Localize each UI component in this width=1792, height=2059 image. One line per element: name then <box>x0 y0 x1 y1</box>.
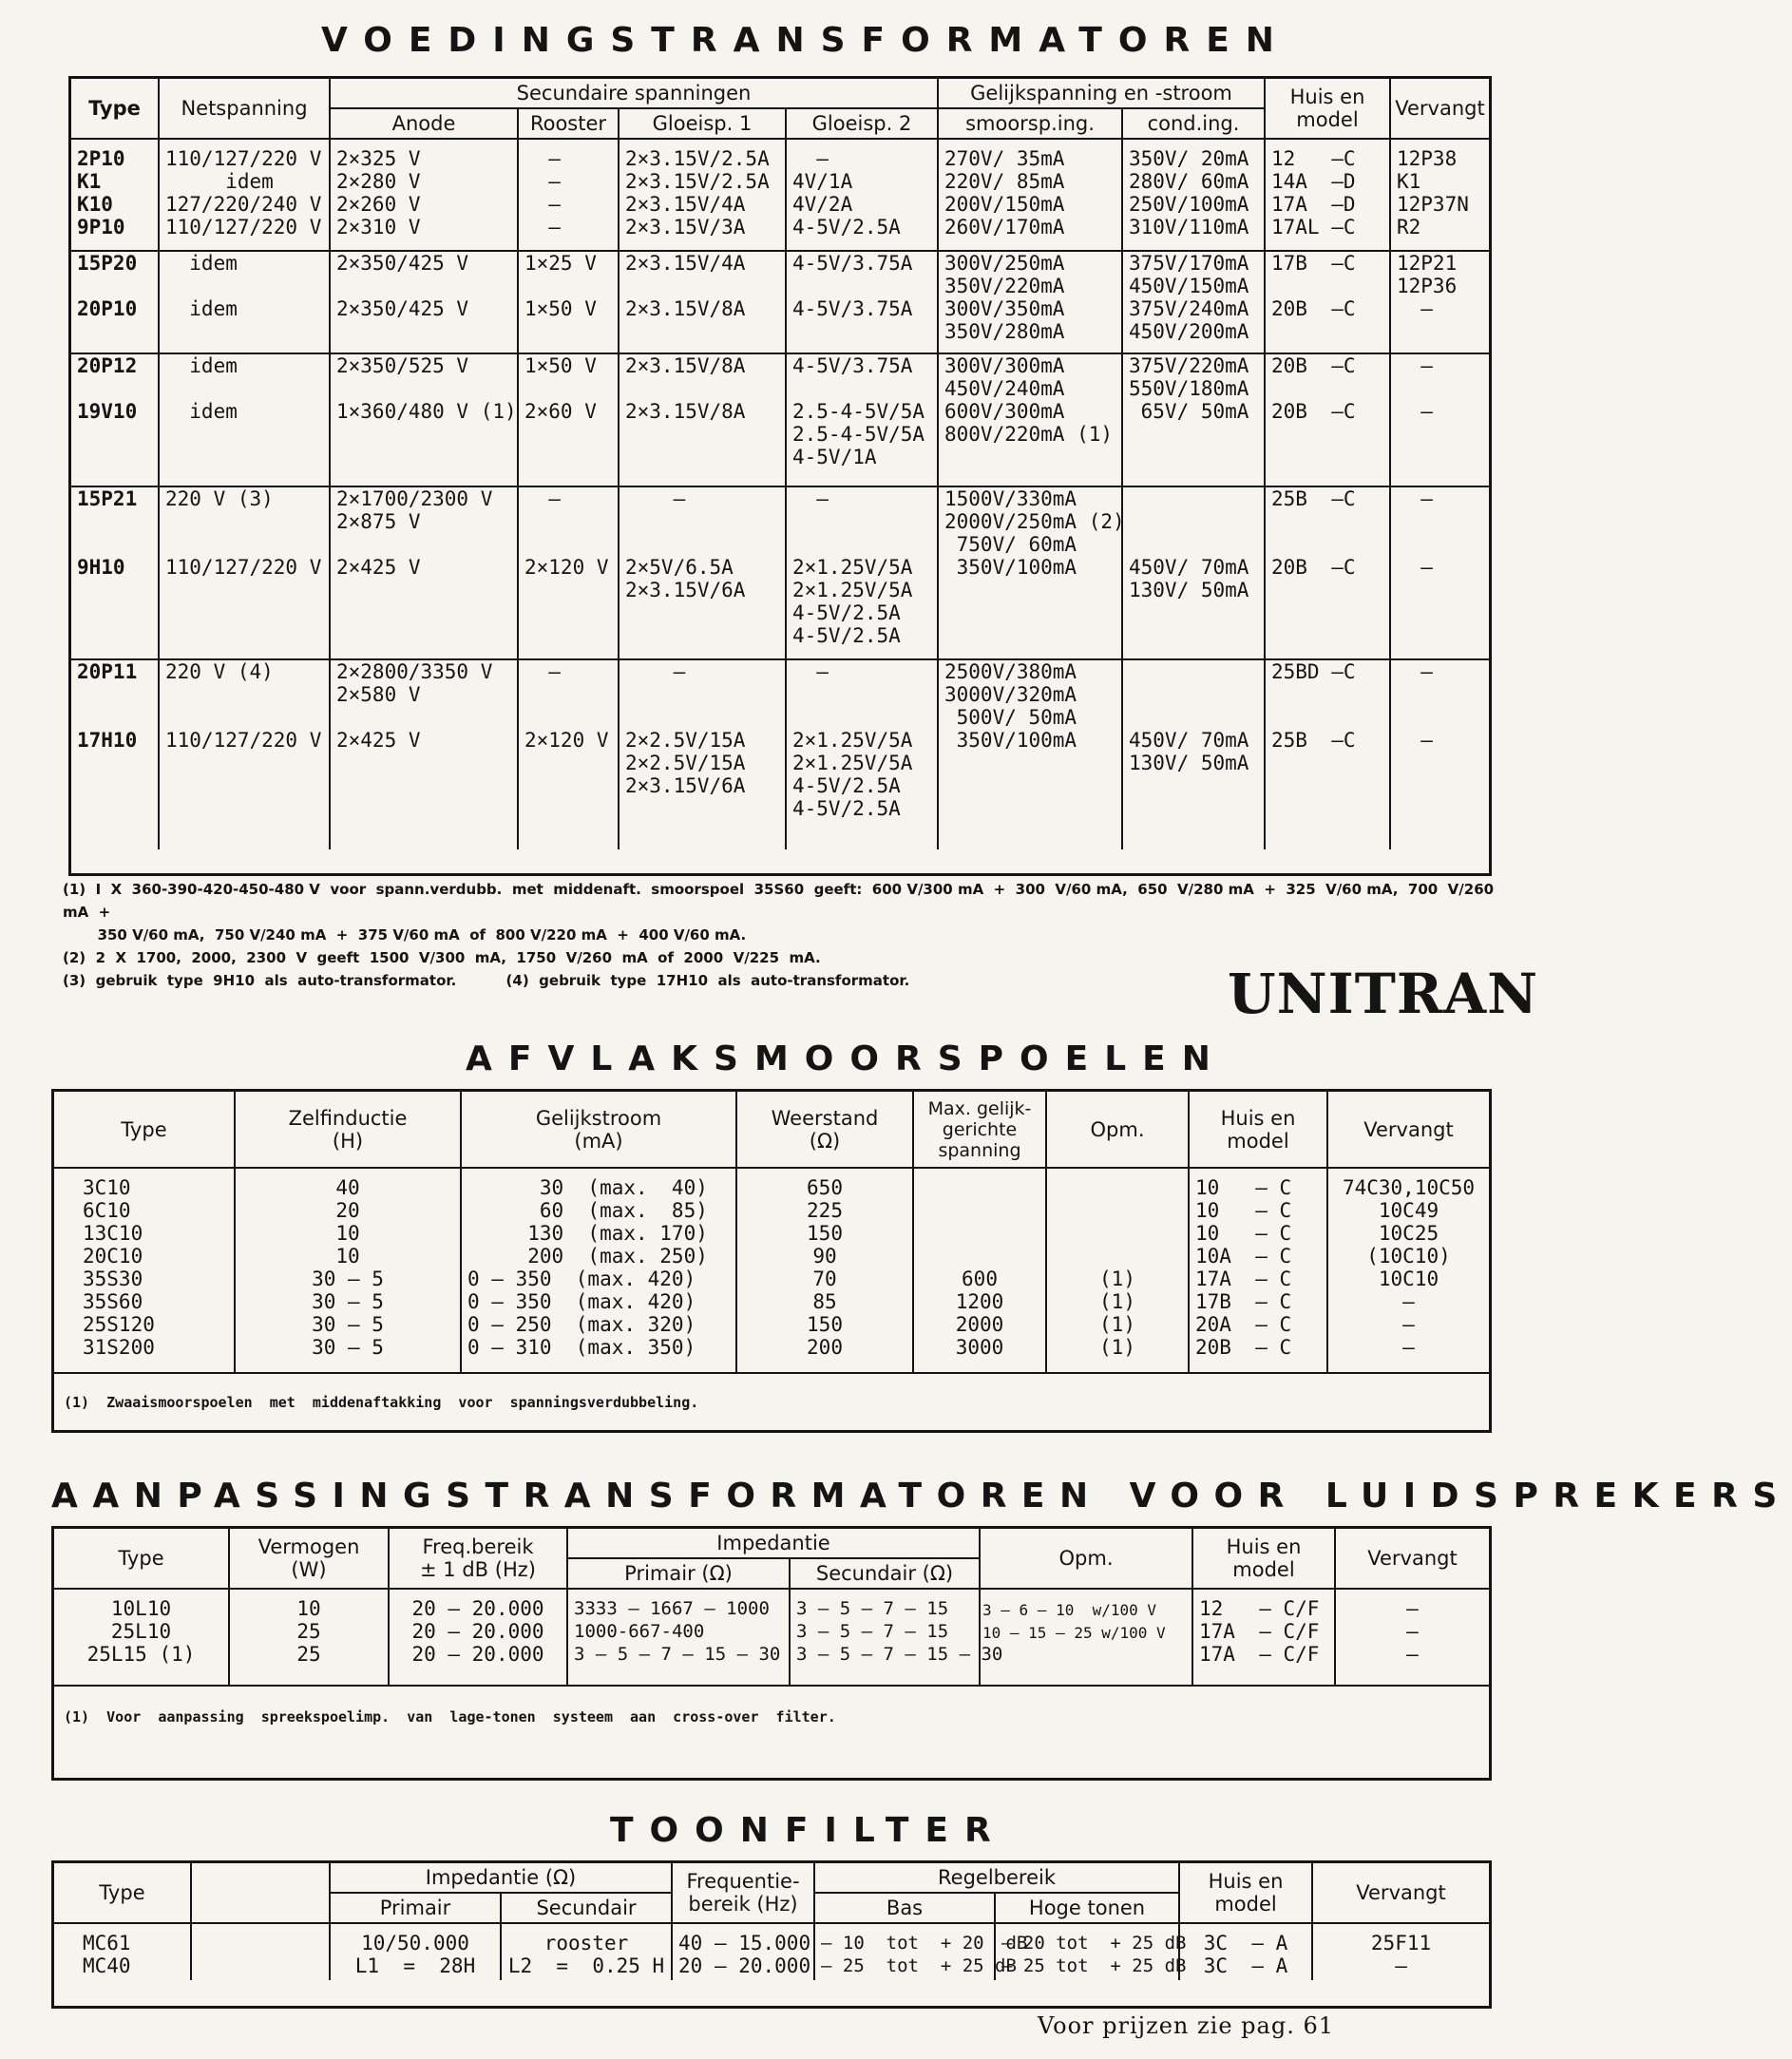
header-primair: Primair (Ω) <box>567 1558 790 1589</box>
cell-gloei2: 4-5V/3.75A 2.5-4-5V/5A 2.5-4-5V/5A 4-5V/1A <box>786 353 938 486</box>
cell-smoor: 300V/300mA 450V/240mA 600V/300mA 800V/220mA (1) <box>938 353 1122 486</box>
cell-rooster: 1×50 V 2×60 V <box>518 353 619 486</box>
cell-frequentiebereik: 40 – 15.000 20 – 20.000 <box>672 1923 814 1980</box>
header-huis: Huis en model <box>1192 1529 1335 1589</box>
cell-hoge-tonen: – 20 tot + 25 dB – 25 tot + 25 dB <box>995 1923 1179 1980</box>
cell-cond: 350V/ 20mA 280V/ 60mA 250V/100mA 310V/110mA <box>1122 139 1265 251</box>
cell-type: 15P20 20P10 <box>71 251 159 353</box>
header-huis: Huis en model <box>1189 1092 1327 1168</box>
header-hoge-tonen: Hoge tonen <box>995 1893 1179 1923</box>
header-vervangt: Vervangt <box>1335 1529 1489 1589</box>
cell-rooster: – 2×120 V <box>518 486 619 659</box>
header-type: Type <box>71 79 159 139</box>
header-huis: Huis en model <box>1179 1863 1312 1923</box>
cell-zelfinductie: 40 20 10 10 30 – 5 30 – 5 30 – 5 30 – 5 <box>235 1168 461 1373</box>
cell-type: 10L10 25L10 25L15 (1) <box>54 1589 229 1686</box>
cell-smoor: 1500V/330mA 2000V/250mA (2) 750V/ 60mA 350V/100mA <box>938 486 1122 659</box>
cell-type: 2P10 K1 K10 9P10 <box>71 139 159 251</box>
cell-net: idem idem <box>159 251 330 353</box>
cell-cond: 450V/ 70mA 130V/ 50mA <box>1122 486 1265 659</box>
cell-primair: 10/50.000 L1 = 28H <box>330 1923 501 1980</box>
header-max-spanning: Max. gelijk- gerichte spanning <box>913 1092 1046 1168</box>
cell-huis: 25B –C 20B –C <box>1265 486 1390 659</box>
cell-vervangt: – – <box>1390 486 1489 659</box>
cell-type: 20P12 19V10 <box>71 353 159 486</box>
cell-rooster: – – – – <box>518 139 619 251</box>
cell-secundair: rooster L2 = 0.25 H <box>501 1923 672 1980</box>
cell-type: 15P21 9H10 <box>71 486 159 659</box>
cell-secundair: 3 – 5 – 7 – 15 3 – 5 – 7 – 15 3 – 5 – 7 – 15 – 30 <box>790 1589 980 1686</box>
header-bas: Bas <box>814 1893 995 1923</box>
header-type: Type <box>54 1092 235 1168</box>
cell-huis: 12 –C 14A –D 17A –D 17AL –C <box>1265 139 1390 251</box>
voeding-group-5 <box>71 659 1489 849</box>
cell-net: idem idem <box>159 353 330 486</box>
cell-vervangt: – – <box>1390 659 1489 849</box>
voeding-table-box <box>68 76 1492 876</box>
cell-huis: 25BD –C 25B –C <box>1265 659 1390 849</box>
cell-smoor: 2500V/380mA 3000V/320mA 500V/ 50mA 350V/100mA <box>938 659 1122 849</box>
header-opm: Opm. <box>980 1529 1192 1589</box>
header-anode: Anode <box>330 108 518 139</box>
cell-gloei2: – 4V/1A 4V/2A 4-5V/2.5A <box>786 139 938 251</box>
header-empty <box>191 1863 330 1923</box>
cell-max-spanning: 600 1200 2000 3000 <box>913 1168 1046 1373</box>
cell-weerstand: 650 225 150 90 70 85 150 200 <box>736 1168 913 1373</box>
cell-anode: 2×2800/3350 V 2×580 V 2×425 V <box>330 659 518 849</box>
cell-huis: 12 – C/F 17A – C/F 17A – C/F <box>1192 1589 1335 1686</box>
cell-freq: 20 – 20.000 20 – 20.000 20 – 20.000 <box>389 1589 567 1686</box>
cell-anode: 2×1700/2300 V 2×875 V 2×425 V <box>330 486 518 659</box>
afvlak-rows <box>54 1168 1489 1373</box>
cell-vervangt: 12P38 K1 12P37N R2 <box>1390 139 1489 251</box>
header-vervangt: Vervangt <box>1327 1092 1489 1168</box>
header-impedantie: Impedantie <box>567 1529 980 1558</box>
cell-vermogen: 10 25 25 <box>229 1589 389 1686</box>
cell-cond: 375V/170mA 450V/150mA 375V/240mA 450V/200mA <box>1122 251 1265 353</box>
voeding-table <box>71 79 1489 849</box>
cell-huis: 10 – C 10 – C 10 – C 10A – C 17A – C 17B – C 20A – C 20B – C <box>1189 1168 1327 1373</box>
afvlak-title: AFVLAKSMOORSPOELEN <box>466 1039 1227 1078</box>
header-rooster: Rooster <box>518 108 619 139</box>
header-gloei1: Gloeisp. 1 <box>619 108 786 139</box>
toon-table-box <box>51 1860 1492 2009</box>
toon-rows <box>54 1923 1489 1980</box>
cell-gloei2: 4-5V/3.75A 4-5V/3.75A <box>786 251 938 353</box>
brand-logo-unitran: UNITRAN <box>1228 962 1539 1026</box>
cell-anode: 2×325 V 2×280 V 2×260 V 2×310 V <box>330 139 518 251</box>
voeding-notes: (1) I X 360-390-420-450-480 V voor spann.verdubb. met middenaft. smoorspoel 35S60 geeft: 600 V/300 mA + 300 V/60 mA, 650 V/280 mA + 325 V/60 mA, 700 V/260 mA + 350 V/60 mA, 750 V/240 mA + 375 V/60 mA of 800 V/220 mA + 400 V/60 mA. (2) 2 X 1700, 2000, 2300 V geeft 1500 V/300 mA, 1750 V/260 mA of 2000 V/225 mA. (3) gebruik type 9H10 als auto-transformator. (4) gebruik type 17H10 als auto-transformator. <box>63 881 1495 989</box>
cell-cond: 450V/ 70mA 130V/ 50mA <box>1122 659 1265 849</box>
cell-type: MC61 MC40 <box>54 1923 191 1980</box>
toon-title: TOONFILTER <box>610 1811 1007 1850</box>
header-impedantie: Impedantie (Ω) <box>330 1863 672 1893</box>
cell-huis: 3C – A 3C – A <box>1179 1923 1312 1980</box>
header-freq: Freq.bereik ± 1 dB (Hz) <box>389 1529 567 1589</box>
header-secundair: Secundair (Ω) <box>790 1558 980 1589</box>
header-frequentiebereik: Frequentie- bereik (Hz) <box>672 1863 814 1923</box>
header-netspanning: Netspanning <box>159 79 330 139</box>
cell-primair: 3333 – 1667 – 1000 1000-667-400 3 – 5 – 7 – 15 – 30 <box>567 1589 790 1686</box>
cell-anode: 2×350/425 V 2×350/425 V <box>330 251 518 353</box>
cell-vervangt: – – <box>1390 353 1489 486</box>
header-weerstand: Weerstand (Ω) <box>736 1092 913 1168</box>
voeding-group-4 <box>71 486 1489 659</box>
cell-gloei1: 2×3.15V/2.5A 2×3.15V/2.5A 2×3.15V/4A 2×3.15V/3A <box>619 139 786 251</box>
cell-opm: 3 – 6 – 10 w/100 V 10 – 15 – 25 w/100 V <box>980 1589 1192 1686</box>
cell-gelijkstroom: 30 (max. 40) 60 (max. 85) 130 (max. 170) 200 (max. 250) 0 – 350 (max. 420) 0 – 350 (max. 420) 0 – 250 (max. 320) 0 – 310 (max. 350) <box>461 1168 736 1373</box>
header-primair: Primair <box>330 1893 501 1923</box>
header-secundair: Secundair <box>501 1893 672 1923</box>
aanpassing-note: (1) Voor aanpassing spreekspoelimp. van lage-tonen systeem aan cross-over filter. <box>54 1686 1489 1740</box>
cell-vervangt: 12P21 12P36 – <box>1390 251 1489 353</box>
cell-gloei1: 2×3.15V/4A 2×3.15V/8A <box>619 251 786 353</box>
cell-gloei2: – 2×1.25V/5A 2×1.25V/5A 4-5V/2.5A 4-5V/2.5A <box>786 659 938 849</box>
voeding-group-2 <box>71 251 1489 353</box>
cell-rooster: – 2×120 V <box>518 659 619 849</box>
aanpassing-table-box <box>51 1526 1492 1781</box>
header-secundaire: Secundaire spanningen <box>330 79 938 108</box>
header-type: Type <box>54 1529 229 1589</box>
cell-rooster: 1×25 V 1×50 V <box>518 251 619 353</box>
header-smoor: smoorsp.ing. <box>938 108 1122 139</box>
header-opm: Opm. <box>1046 1092 1189 1168</box>
header-vervangt: Vervangt <box>1390 79 1489 139</box>
aanpassing-table <box>54 1529 1489 1740</box>
header-vermogen: Vermogen (W) <box>229 1529 389 1589</box>
header-regelbereik: Regelbereik <box>814 1863 1179 1893</box>
header-gelijk: Gelijkspanning en -stroom <box>938 79 1265 108</box>
header-gloei2: Gloeisp. 2 <box>786 108 938 139</box>
cell-gloei1: – 2×2.5V/15A 2×2.5V/15A 2×3.15V/6A <box>619 659 786 849</box>
header-type: Type <box>54 1863 191 1923</box>
cell-net: 110/127/220 V idem 127/220/240 V 110/127/220 V <box>159 139 330 251</box>
afvlak-table <box>54 1092 1489 1427</box>
cell-gloei1: 2×3.15V/8A 2×3.15V/8A <box>619 353 786 486</box>
page-footer: Voor prijzen zie pag. 61 <box>1038 2012 1334 2039</box>
toon-table <box>54 1863 1489 1980</box>
cell-bas: – 10 tot + 20 dB – 25 tot + 25 dB <box>814 1923 995 1980</box>
cell-huis: 20B –C 20B –C <box>1265 353 1390 486</box>
cell-smoor: 270V/ 35mA 220V/ 85mA 200V/150mA 260V/170mA <box>938 139 1122 251</box>
header-zelfinductie: Zelfinductie (H) <box>235 1092 461 1168</box>
cell-net: 220 V (3) 110/127/220 V <box>159 486 330 659</box>
aanpassing-title: AANPASSINGSTRANSFORMATOREN VOOR LUIDSPREKERS <box>51 1477 1792 1516</box>
cell-anode: 2×350/525 V 1×360/480 V (1) <box>330 353 518 486</box>
voeding-title: VOEDINGSTRANSFORMATOREN <box>321 21 1290 60</box>
cell-cond: 375V/220mA 550V/180mA 65V/ 50mA <box>1122 353 1265 486</box>
header-gelijkstroom: Gelijkstroom (mA) <box>461 1092 736 1168</box>
cell-empty <box>191 1923 330 1980</box>
header-cond: cond.ing. <box>1122 108 1265 139</box>
cell-net: 220 V (4) 110/127/220 V <box>159 659 330 849</box>
header-huis: Huis en model <box>1265 79 1390 139</box>
cell-opm: (1) (1) (1) (1) <box>1046 1168 1189 1373</box>
cell-type: 3C10 6C10 13C10 20C10 35S30 35S60 25S120 31S200 <box>54 1168 235 1373</box>
cell-type: 20P11 17H10 <box>71 659 159 849</box>
cell-gloei2: – 2×1.25V/5A 2×1.25V/5A 4-5V/2.5A 4-5V/2.5A <box>786 486 938 659</box>
aanpassing-rows <box>54 1589 1489 1686</box>
cell-vervangt: 74C30,10C50 10C49 10C25 (10C10) 10C10 – – – <box>1327 1168 1489 1373</box>
header-vervangt: Vervangt <box>1312 1863 1489 1923</box>
cell-huis: 17B –C 20B –C <box>1265 251 1390 353</box>
voeding-group-3 <box>71 353 1489 486</box>
cell-gloei1: – 2×5V/6.5A 2×3.15V/6A <box>619 486 786 659</box>
voeding-group-1 <box>71 139 1489 251</box>
afvlak-table-box <box>51 1089 1492 1433</box>
cell-vervangt: – – – <box>1335 1589 1489 1686</box>
cell-vervangt: 25F11 – <box>1312 1923 1489 1980</box>
afvlak-note: (1) Zwaaismoorspoelen met middenaftakking voor spanningsverdubbeling. <box>54 1373 1489 1427</box>
cell-smoor: 300V/250mA 350V/220mA 300V/350mA 350V/280mA <box>938 251 1122 353</box>
